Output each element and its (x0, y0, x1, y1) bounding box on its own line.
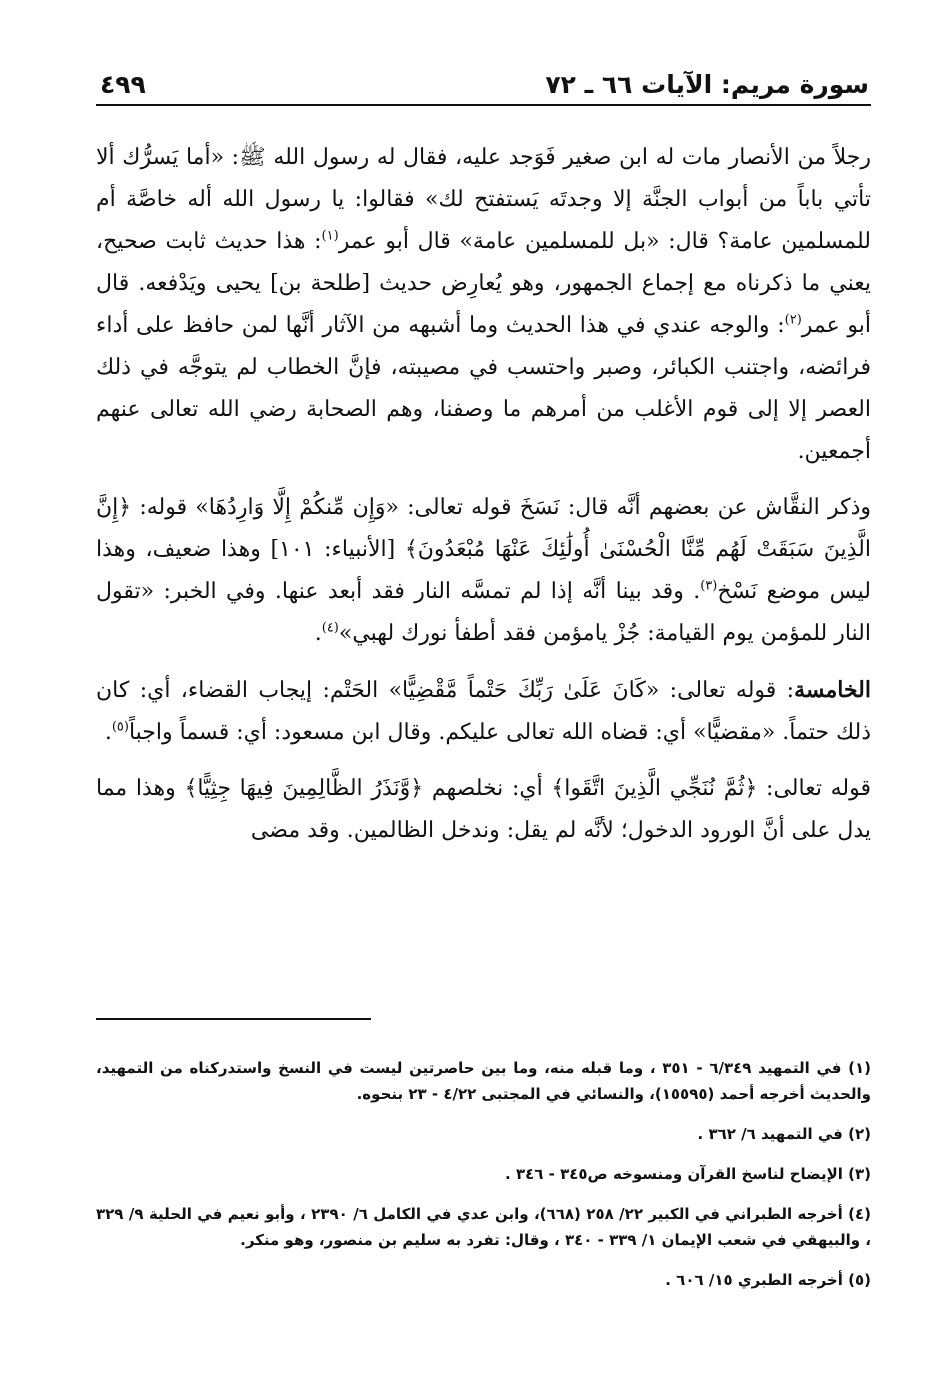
paragraph-3-part-a: : قوله تعالى: «كَانَ عَلَىٰ رَبِّكَ حَتْماً مَّقْضِيًّا» الحَتْم: إيجاب القضاء، أي: كان ذلك حتماً. «مقضيًّا» أي: قضاه الله تعالى عليكم. وقال ابن مسعود: أي: قسماً واجباً (96, 678, 871, 745)
footnote-ref-1[interactable]: (١) (321, 228, 339, 244)
footnote-ref-4[interactable]: (٤) (321, 620, 339, 636)
paragraph-1 (96, 137, 871, 473)
footnote-2 (96, 1121, 871, 1147)
main-text (96, 137, 871, 860)
paragraph-3 (96, 669, 871, 754)
footnote-divider (96, 1018, 371, 1020)
footnote-number: (١) (848, 1059, 871, 1077)
footnote-number: (٣) (848, 1165, 871, 1183)
footnote-number: (٢) (848, 1125, 871, 1143)
paragraph-4 (96, 768, 871, 852)
footnotes (96, 1055, 871, 1307)
paragraph-2-part-c: . (314, 621, 322, 646)
footnote-text: أخرجه الطبراني في الكبير ٢٢/ ٢٥٨ (٦٦٨)، وابن عدي في الكامل ٦/ ٢٣٩٠ ، وأبو نعيم في الحلية ٩/ ٣٢٩ ، والبيهقي في شعب الإيمان ١/ ٣٣٩ - ٣٤٠ ، وقال: تفرد به سليم بن منصور، وهو منكر. (96, 1205, 871, 1249)
footnote-ref-5[interactable]: (٥) (111, 719, 129, 735)
footnote-ref-2[interactable]: (٢) (784, 312, 802, 328)
paragraph-1-part-c: : والوجه عندي في هذا الحديث وما أشبهه من الآثار أنَّها لمن حافظ على أداء فرائضه، واجتنب الكبائر، وصبر واحتسب في مصيبته، فإنَّ الخطاب لم يتوجَّه في ذلك العصر إلا إلى قوم الأغلب من أمرهم ما وصفنا، وهم الصحابة رضي الله تعالى عنهم أجمعين. (96, 313, 871, 464)
book-page (96, 0, 871, 1386)
chapter-title: سورة مريم: الآيات ٦٦ ـ ٧٢ (545, 70, 869, 99)
paragraph-1-part-a: رجلاً من الأنصار مات له ابن صغير فَوَجد عليه، فقال له رسول الله ﷺ: «أما يَسرُّك ألا تأتي باباً من أبواب الجنَّة إلا وجدتَه يَستفتح لك» فقالوا: يا رسول الله أله خاصَّة أم للمسلمين عامة؟ قال: «بل للمسلمين عامة» قال أبو عمر (96, 145, 871, 254)
page-header (96, 64, 871, 106)
footnote-text: في التمهيد ٦/٣٤٩ - ٣٥١ ، وما قبله منه، وما بين حاصرتين ليست في النسخ واستدركناه من التمهيد، والحديث أخرجه أحمد (١٥٥٩٥)، والنسائي في المجتبى ٤/٢٢ - ٢٣ بنحوه. (96, 1059, 871, 1103)
paragraph-3-part-b: . (104, 720, 112, 745)
footnote-5 (96, 1267, 871, 1293)
page-number: ٤٩٩ (100, 70, 146, 99)
paragraph-2-part-b: . وقد بينا أنَّه إذا لم تمسَّه النار فقد أبعد عنها. وفي الخبر: «تقول النار للمؤمن يوم القيامة: جُزْ يامؤمن فقد أطفأ نورك لهبي» (96, 579, 871, 646)
paragraph-2 (96, 487, 871, 655)
footnote-number: (٤) (848, 1205, 872, 1223)
footnote-number: (٥) (848, 1271, 871, 1289)
paragraph-1-part-b: : هذا حديث ثابت صحيح، يعني ما ذكرناه مع إجماع الجمهور، وهو يُعارِض حديث [طلحة بن] يحيى ويَدْفعه. قال أبو عمر (96, 229, 872, 338)
footnote-1 (96, 1055, 871, 1107)
paragraph-2-part-a: وذكر النقَّاش عن بعضهم أنَّه قال: نَسَخَ قوله تعالى: «وَإِن مِّنكُمْ إِلَّا وَارِدُهَا» قوله: ﴿إِنَّ الَّذِينَ سَبَقَتْ لَهُم مِّنَّا الْحُسْنَىٰ أُولَٰئِكَ عَنْهَا مُبْعَدُونَ﴾ [الأنبياء: ١٠١] وهذا ضعيف، وهذا ليس موضع نَسْخ (96, 495, 871, 604)
paragraph-4-text: قوله تعالى: ﴿ثُمَّ نُنَجِّي الَّذِينَ اتَّقَوا﴾ أي: نخلصهم ﴿وَّنَذَرُ الظَّالِمِينَ فِيهَا جِثِيًّا﴾ وهذا مما يدل على أنَّ الورود الدخول؛ لأنَّه لم يقل: وندخل الظالمين. وقد مضى (96, 776, 871, 843)
footnote-text: الإيضاح لناسخ القرآن ومنسوخه ص٣٤٥ - ٣٤٦ . (505, 1165, 843, 1183)
footnote-ref-3[interactable]: (٣) (700, 578, 718, 594)
footnote-4 (96, 1201, 871, 1253)
footnote-text: في التمهيد ٦/ ٣٦٢ . (697, 1125, 843, 1143)
section-label: الخامسة (794, 677, 871, 703)
footnote-3 (96, 1161, 871, 1187)
footnote-text: أخرجه الطبري ١٥/ ٦٠٦ . (665, 1271, 843, 1289)
